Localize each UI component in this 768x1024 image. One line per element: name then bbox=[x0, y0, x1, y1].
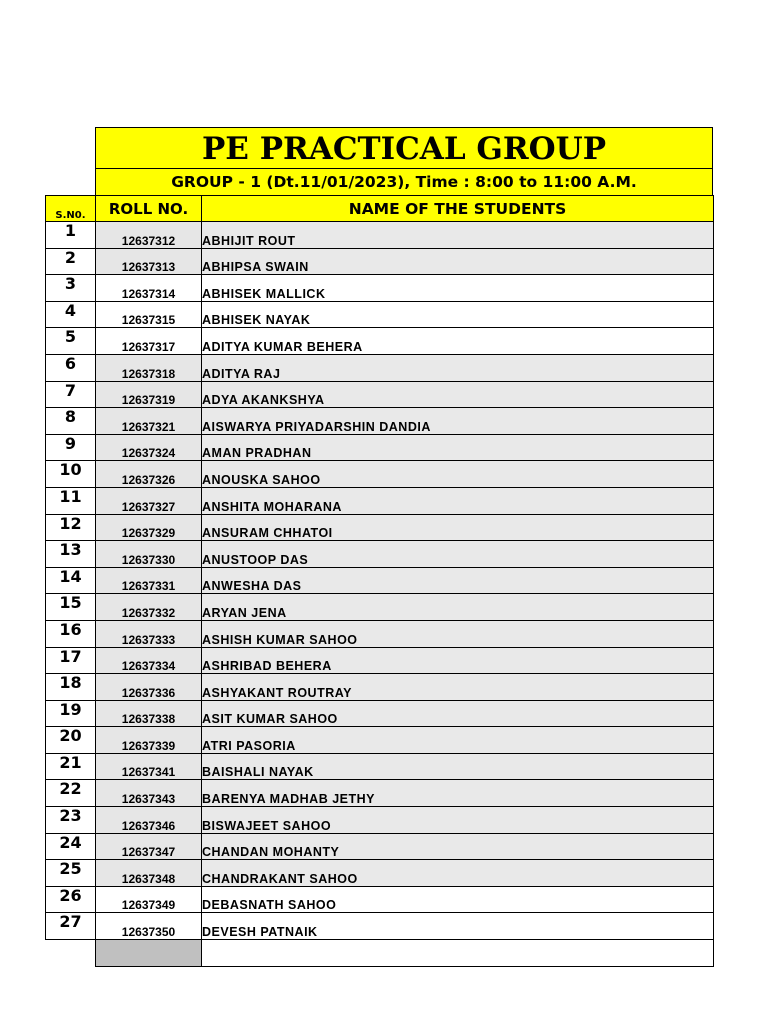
table-row bbox=[46, 807, 714, 834]
row-sno: 24 bbox=[46, 833, 96, 860]
row-roll-no: 12637341 bbox=[96, 753, 202, 780]
column-header-sno: S.N0. bbox=[46, 196, 96, 222]
table-row bbox=[46, 913, 714, 940]
table-row bbox=[46, 727, 714, 754]
row-sno: 12 bbox=[46, 514, 96, 541]
row-sno: 10 bbox=[46, 461, 96, 488]
row-sno: 1 bbox=[46, 222, 96, 249]
column-header-roll: ROLL NO. bbox=[96, 196, 202, 222]
row-roll-no: 12637338 bbox=[96, 700, 202, 727]
table-row bbox=[46, 567, 714, 594]
table-row bbox=[46, 222, 714, 249]
row-sno: 5 bbox=[46, 328, 96, 355]
row-roll-no: 12637312 bbox=[96, 222, 202, 249]
row-student-name: ABHIPSA SWAIN bbox=[202, 248, 714, 275]
row-student-name: ASHISH KUMAR SAHOO bbox=[202, 620, 714, 647]
row-student-name: CHANDAN MOHANTY bbox=[202, 833, 714, 860]
row-roll-no: 12637350 bbox=[96, 913, 202, 940]
table-row bbox=[46, 434, 714, 461]
row-roll-no: 12637314 bbox=[96, 275, 202, 302]
row-roll-no: 12637339 bbox=[96, 727, 202, 754]
row-roll-no: 12637348 bbox=[96, 860, 202, 887]
row-sno: 2 bbox=[46, 248, 96, 275]
row-sno: 25 bbox=[46, 860, 96, 887]
row-student-name: BISWAJEET SAHOO bbox=[202, 807, 714, 834]
table-row bbox=[46, 354, 714, 381]
row-roll-no: 12637327 bbox=[96, 487, 202, 514]
row-sno: 8 bbox=[46, 408, 96, 435]
row-student-name: ADYA AKANKSHYA bbox=[202, 381, 714, 408]
table-row bbox=[46, 275, 714, 302]
row-student-name: DEBASNATH SAHOO bbox=[202, 886, 714, 913]
empty-row bbox=[46, 940, 714, 967]
row-sno: 3 bbox=[46, 275, 96, 302]
row-sno: 26 bbox=[46, 886, 96, 913]
row-roll-no: 12637331 bbox=[96, 567, 202, 594]
row-sno: 17 bbox=[46, 647, 96, 674]
table-row bbox=[46, 674, 714, 701]
row-student-name: ANSURAM CHHATOI bbox=[202, 514, 714, 541]
row-student-name: ANSHITA MOHARANA bbox=[202, 487, 714, 514]
row-sno: 22 bbox=[46, 780, 96, 807]
table-row bbox=[46, 620, 714, 647]
row-student-name: BAISHALI NAYAK bbox=[202, 753, 714, 780]
row-student-name: BARENYA MADHAB JETHY bbox=[202, 780, 714, 807]
row-student-name: ABHISEK MALLICK bbox=[202, 275, 714, 302]
row-sno: 4 bbox=[46, 301, 96, 328]
row-student-name: ASIT KUMAR SAHOO bbox=[202, 700, 714, 727]
row-roll-no: 12637346 bbox=[96, 807, 202, 834]
row-student-name: ADITYA KUMAR BEHERA bbox=[202, 328, 714, 355]
row-sno: 20 bbox=[46, 727, 96, 754]
table-row bbox=[46, 408, 714, 435]
table-row bbox=[46, 541, 714, 568]
table-row bbox=[46, 780, 714, 807]
row-roll-no: 12637349 bbox=[96, 886, 202, 913]
row-student-name: ASHRIBAD BEHERA bbox=[202, 647, 714, 674]
table-row bbox=[46, 301, 714, 328]
row-sno: 14 bbox=[46, 567, 96, 594]
row-student-name: ARYAN JENA bbox=[202, 594, 714, 621]
table-row bbox=[46, 753, 714, 780]
table-row bbox=[46, 860, 714, 887]
row-sno: 13 bbox=[46, 541, 96, 568]
row-roll-no: 12637315 bbox=[96, 301, 202, 328]
table-row bbox=[46, 594, 714, 621]
empty-cell bbox=[46, 940, 96, 967]
student-roster-table bbox=[45, 195, 714, 967]
document-title: PE PRACTICAL GROUP bbox=[95, 127, 713, 169]
table-row bbox=[46, 700, 714, 727]
row-sno: 19 bbox=[46, 700, 96, 727]
row-roll-no: 12637329 bbox=[96, 514, 202, 541]
row-student-name: ANOUSKA SAHOO bbox=[202, 461, 714, 488]
empty-cell bbox=[202, 940, 714, 967]
row-sno: 7 bbox=[46, 381, 96, 408]
table-row bbox=[46, 833, 714, 860]
row-student-name: AMAN PRADHAN bbox=[202, 434, 714, 461]
row-student-name: DEVESH PATNAIK bbox=[202, 913, 714, 940]
row-student-name: ABHIJIT ROUT bbox=[202, 222, 714, 249]
table-header-row bbox=[46, 196, 714, 222]
row-sno: 21 bbox=[46, 753, 96, 780]
row-student-name: ATRI PASORIA bbox=[202, 727, 714, 754]
row-sno: 9 bbox=[46, 434, 96, 461]
row-roll-no: 12637333 bbox=[96, 620, 202, 647]
column-header-name: NAME OF THE STUDENTS bbox=[202, 196, 714, 222]
row-sno: 15 bbox=[46, 594, 96, 621]
row-student-name: ADITYA RAJ bbox=[202, 354, 714, 381]
row-roll-no: 12637324 bbox=[96, 434, 202, 461]
row-sno: 6 bbox=[46, 354, 96, 381]
group-schedule-subtitle: GROUP - 1 (Dt.11/01/2023), Time : 8:00 to 11:00 A.M. bbox=[95, 169, 713, 196]
row-sno: 11 bbox=[46, 487, 96, 514]
row-sno: 16 bbox=[46, 620, 96, 647]
table-row bbox=[46, 886, 714, 913]
row-roll-no: 12637319 bbox=[96, 381, 202, 408]
row-roll-no: 12637313 bbox=[96, 248, 202, 275]
row-student-name: ASHYAKANT ROUTRAY bbox=[202, 674, 714, 701]
row-student-name: CHANDRAKANT SAHOO bbox=[202, 860, 714, 887]
row-roll-no: 12637318 bbox=[96, 354, 202, 381]
row-student-name: ABHISEK NAYAK bbox=[202, 301, 714, 328]
empty-cell bbox=[96, 940, 202, 967]
row-roll-no: 12637336 bbox=[96, 674, 202, 701]
row-roll-no: 12637332 bbox=[96, 594, 202, 621]
table-row bbox=[46, 381, 714, 408]
table-row bbox=[46, 328, 714, 355]
row-roll-no: 12637330 bbox=[96, 541, 202, 568]
table-row bbox=[46, 647, 714, 674]
row-student-name: AISWARYA PRIYADARSHIN DANDIA bbox=[202, 408, 714, 435]
row-student-name: ANWESHA DAS bbox=[202, 567, 714, 594]
row-roll-no: 12637347 bbox=[96, 833, 202, 860]
row-sno: 23 bbox=[46, 807, 96, 834]
row-sno: 18 bbox=[46, 674, 96, 701]
table-row bbox=[46, 461, 714, 488]
row-roll-no: 12637343 bbox=[96, 780, 202, 807]
roster-body bbox=[46, 222, 714, 967]
row-student-name: ANUSTOOP DAS bbox=[202, 541, 714, 568]
row-roll-no: 12637317 bbox=[96, 328, 202, 355]
row-roll-no: 12637334 bbox=[96, 647, 202, 674]
table-row bbox=[46, 487, 714, 514]
row-roll-no: 12637321 bbox=[96, 408, 202, 435]
row-sno: 27 bbox=[46, 913, 96, 940]
table-row bbox=[46, 248, 714, 275]
table-row bbox=[46, 514, 714, 541]
row-roll-no: 12637326 bbox=[96, 461, 202, 488]
